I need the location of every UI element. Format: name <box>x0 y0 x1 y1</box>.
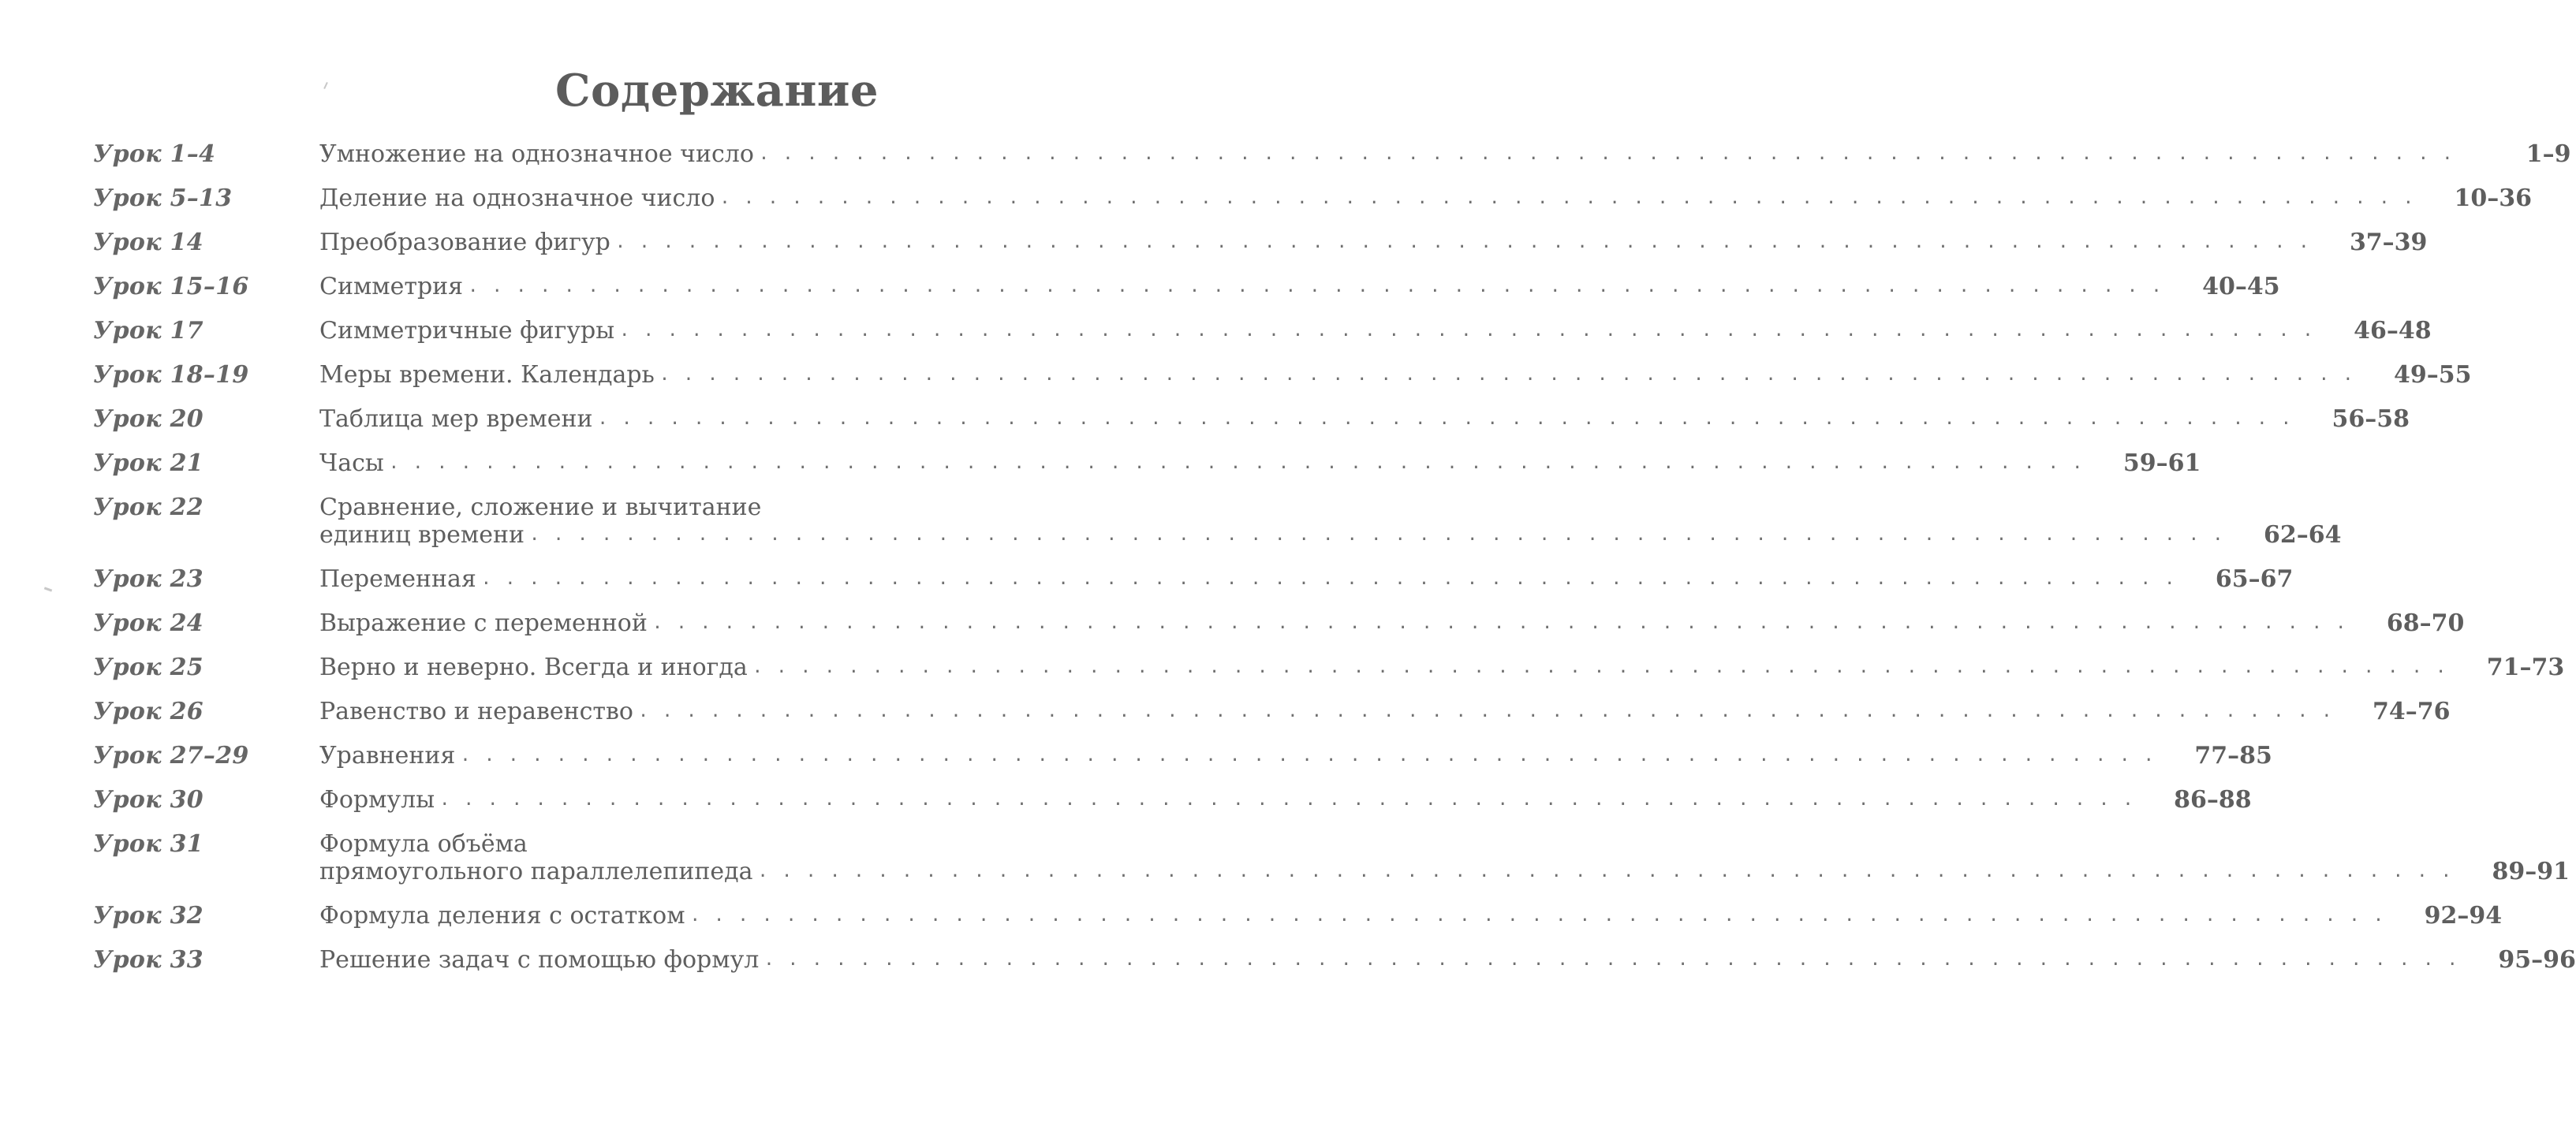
topic-title: Решение задач с помощью формул <box>319 946 760 974</box>
lesson-number: Урок 25 <box>93 654 203 681</box>
toc-entry <box>93 405 2410 433</box>
dot-leader: . . . . . . . . . . . . . . . . . . . . . . . . . . . . . . . . . . . . . . . . . . . . . . . . . . . . . . . . . . . . . . . . . . . . . . . <box>757 862 2454 881</box>
dot-leader: . . . . . . . . . . . . . . . . . . . . . . . . . . . . . . . . . . . . . . . . . . . . . . . . . . . . . . . . . . . . . . . . . . . . . . . <box>637 702 2334 721</box>
topic <box>319 140 2460 168</box>
lesson-number: Урок 20 <box>93 405 203 433</box>
topic <box>319 405 2299 433</box>
dot-leader: . . . . . . . . . . . . . . . . . . . . . . . . . . . . . . . . . . . . . . . . . . . . . . . . . . . . . . . . . . . . . . . . . . . . . . . <box>528 525 2225 545</box>
topic-title: Умножение на однозначное число <box>319 140 754 168</box>
topic <box>319 698 2340 725</box>
topic-title-line: Формула объёма <box>319 830 528 858</box>
lesson-number: Урок 18–19 <box>93 361 249 389</box>
toc-entry <box>93 902 2503 930</box>
page-range: 77–85 <box>2194 742 2272 769</box>
toc-entry <box>93 361 2472 389</box>
lesson-number: Урок 33 <box>93 946 203 974</box>
dot-leader: . . . . . . . . . . . . . . . . . . . . . . . . . . . . . . . . . . . . . . . . . . . . . . . . . . . . . . . . . . . . . . . . . . . . . . . <box>719 188 2415 208</box>
dot-leader: . . . . . . . . . . . . . . . . . . . . . . . . . . . . . . . . . . . . . . . . . . . . . . . . . . . . . . . . . . . . . . . . . . . . . . . <box>480 569 2177 589</box>
page-range: 10–36 <box>2454 184 2532 212</box>
topic-title: Выражение с переменной <box>319 609 648 637</box>
lesson-number: Урок 26 <box>93 698 203 725</box>
topic-title: Симметричные фигуры <box>319 317 615 345</box>
dot-leader: . . . . . . . . . . . . . . . . . . . . . . . . . . . . . . . . . . . . . . . . . . . . . . . . . . . . . . . . . . . . . . . . . . . . . . . <box>752 658 2448 677</box>
page-range: 46–48 <box>2354 317 2432 345</box>
topic-title: Меры времени. Календарь <box>319 361 655 389</box>
page-title: Содержание <box>554 65 879 117</box>
topic-line <box>319 858 2453 885</box>
topic <box>319 449 2090 477</box>
lesson-number: Урок 17 <box>93 317 203 345</box>
topic-title: Таблица мер времени <box>319 405 593 433</box>
topic-line <box>319 405 2293 433</box>
lesson-number: Урок 22 <box>93 494 203 521</box>
topic <box>319 565 2182 593</box>
dot-leader: . . . . . . . . . . . . . . . . . . . . . . . . . . . . . . . . . . . . . . . . . . . . . . . . . . . . . . . . . . . . . . . . . . . . . . . <box>614 233 2311 252</box>
page-range: 68–70 <box>2386 609 2465 637</box>
dot-leader: . . . . . . . . . . . . . . . . . . . . . . . . . . . . . . . . . . . . . . . . . . . . . . . . . . . . . . . . . . . . . . . . . . . . . . . <box>597 409 2294 429</box>
dot-leader: . . . . . . . . . . . . . . . . . . . . . . . . . . . . . . . . . . . . . . . . . . . . . . . . . . . . . . . . . . . . . . . . . . . . . . . <box>468 277 2163 296</box>
topic-line <box>319 654 2447 681</box>
toc-entry <box>93 698 2451 725</box>
dot-leader: . . . . . . . . . . . . . . . . . . . . . . . . . . . . . . . . . . . . . . . . . . . . . . . . . . . . . . . . . . . . . . . . . . . . . . . <box>659 365 2355 385</box>
dot-leader: . . . . . . . . . . . . . . . . . . . . . . . . . . . . . . . . . . . . . . . . . . . . . . . . . . . . . . . . . . . . . . . . . . . . . . . <box>388 453 2085 473</box>
dot-leader: . . . . . . . . . . . . . . . . . . . . . . . . . . . . . . . . . . . . . . . . . . . . . . . . . . . . . . . . . . . . . . . . . . . . . . . <box>651 613 2348 633</box>
topic-line <box>319 565 2176 593</box>
dot-leader: . . . . . . . . . . . . . . . . . . . . . . . . . . . . . . . . . . . . . . . . . . . . . . . . . . . . . . . . . . . . . . . . . . . . . . . <box>763 950 2459 970</box>
scan-speck <box>44 587 52 591</box>
topic-line <box>319 449 2084 477</box>
table-of-contents <box>93 140 2576 990</box>
topic-line <box>319 698 2334 725</box>
toc-entry <box>93 654 2565 681</box>
dot-leader: . . . . . . . . . . . . . . . . . . . . . . . . . . . . . . . . . . . . . . . . . . . . . . . . . . . . . . . . . . . . . . . . . . . . . . . <box>758 144 2455 164</box>
topic <box>319 229 2317 256</box>
topic-line <box>319 229 2310 256</box>
topic <box>319 184 2421 212</box>
lesson-number: Урок 27–29 <box>93 742 249 769</box>
topic <box>319 902 2391 930</box>
topic <box>319 361 2361 389</box>
toc-entry <box>93 830 2570 885</box>
topic-line <box>319 609 2347 637</box>
topic-title: единиц времени <box>319 521 525 549</box>
toc-entry <box>93 184 2532 212</box>
page-range: 37–39 <box>2349 229 2428 256</box>
topic-line <box>319 140 2454 168</box>
topic-line <box>319 184 2415 212</box>
page-range: 89–91 <box>2492 858 2570 885</box>
topic-line <box>319 902 2385 930</box>
page-range: 56–58 <box>2331 405 2410 433</box>
lesson-number: Урок 24 <box>93 609 203 637</box>
dot-leader: . . . . . . . . . . . . . . . . . . . . . . . . . . . . . . . . . . . . . . . . . . . . . . . . . . . . . . . . . . . . . . . . . . . . . . . <box>439 790 2135 810</box>
toc-entry <box>93 273 2280 300</box>
page-range: 62–64 <box>2264 521 2342 549</box>
topic-title: Часы <box>319 449 384 477</box>
topic <box>319 609 2354 637</box>
lesson-number: Урок 31 <box>93 830 203 858</box>
lesson-number: Урок 14 <box>93 229 203 256</box>
topic-line <box>319 786 2135 814</box>
lesson-number: Урок 23 <box>93 565 203 593</box>
topic-title: Равенство и неравенство <box>319 698 633 725</box>
page-range: 40–45 <box>2202 273 2280 300</box>
topic <box>319 273 2170 300</box>
lesson-number: Урок 5–13 <box>93 184 233 212</box>
toc-entry <box>93 565 2294 593</box>
page-range: 95–96 <box>2498 946 2576 974</box>
page-range: 86–88 <box>2174 786 2252 814</box>
page-range: 49–55 <box>2393 361 2472 389</box>
toc-entry <box>93 494 2342 549</box>
dot-leader: . . . . . . . . . . . . . . . . . . . . . . . . . . . . . . . . . . . . . . . . . . . . . . . . . . . . . . . . . . . . . . . . . . . . . . . <box>460 746 2156 766</box>
toc-entry <box>93 609 2465 637</box>
toc-entry <box>93 742 2272 769</box>
topic-line <box>319 361 2354 389</box>
topic <box>319 830 2459 885</box>
page-range: 65–67 <box>2215 565 2294 593</box>
lesson-number: Урок 32 <box>93 902 203 930</box>
toc-entry <box>93 449 2201 477</box>
topic-line <box>319 317 2315 345</box>
topic <box>319 317 2321 345</box>
topic-line <box>319 273 2163 300</box>
lesson-number: Урок 1–4 <box>93 140 216 168</box>
topic-title: прямоугольного параллелепипеда <box>319 858 753 885</box>
page-range: 1–9 <box>2526 140 2571 168</box>
topic-line <box>319 742 2156 769</box>
lesson-number: Урок 21 <box>93 449 203 477</box>
page-range: 92–94 <box>2424 902 2503 930</box>
lesson-number: Урок 15–16 <box>93 273 249 300</box>
page-range: 74–76 <box>2373 698 2451 725</box>
topic-line <box>319 521 2225 549</box>
topic-title: Переменная <box>319 565 476 593</box>
topic-title: Формулы <box>319 786 435 814</box>
topic <box>319 494 2231 549</box>
dot-leader: . . . . . . . . . . . . . . . . . . . . . . . . . . . . . . . . . . . . . . . . . . . . . . . . . . . . . . . . . . . . . . . . . . . . . . . <box>689 906 2386 926</box>
topic <box>319 786 2141 814</box>
toc-entry <box>93 946 2576 974</box>
topic-title: Симметрия <box>319 273 464 300</box>
topic-title: Верно и неверно. Всегда и иногда <box>319 654 748 681</box>
topic-title-line: Сравнение, сложение и вычитание <box>319 494 762 521</box>
lesson-number: Урок 30 <box>93 786 203 814</box>
page-range: 59–61 <box>2122 449 2201 477</box>
toc-entry <box>93 786 2252 814</box>
topic <box>319 654 2454 681</box>
toc-entry <box>93 317 2432 345</box>
toc-entry <box>93 229 2428 256</box>
topic-line <box>319 946 2459 974</box>
topic-title: Уравнения <box>319 742 456 769</box>
topic-title: Деление на однозначное число <box>319 184 715 212</box>
topic <box>319 946 2466 974</box>
page-range: 71–73 <box>2486 654 2565 681</box>
topic-title: Преобразование фигур <box>319 229 610 256</box>
dot-leader: . . . . . . . . . . . . . . . . . . . . . . . . . . . . . . . . . . . . . . . . . . . . . . . . . . . . . . . . . . . . . . . . . . . . . . . <box>619 321 2315 341</box>
topic-title: Формула деления с остатком <box>319 902 685 930</box>
topic <box>319 742 2162 769</box>
toc-entry <box>93 140 2571 168</box>
